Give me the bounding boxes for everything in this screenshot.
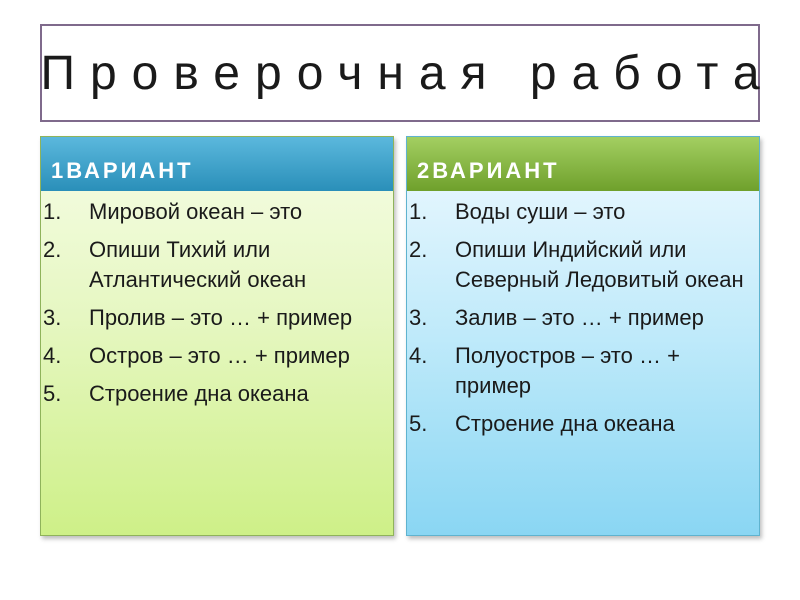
item-text: Строение дна океана [455,411,675,436]
item-number: 1. [43,199,62,224]
item-text: Пролив – это … + пример [89,305,353,330]
variant-1-header: 1ВАРИАНТ [41,137,393,191]
item-text: Залив – это … + пример [455,305,704,330]
variant-2-header: 2ВАРИАНТ [407,137,759,191]
item-text: Опиши Индийский или Северный Ледовитый океан [455,237,744,292]
item-number: 4. [409,343,428,368]
list-item [407,341,753,401]
list-item [407,197,753,227]
list-item [41,303,387,333]
list-item [41,379,387,409]
item-text: Мировой океан – это [89,199,303,224]
variant-2-panel [406,136,760,536]
list-item [407,235,753,295]
item-number: 5. [409,411,428,436]
page-title: Проверочная работа [40,46,775,100]
variant-1-list [41,191,393,409]
list-item [41,341,387,371]
item-number: 1. [409,199,428,224]
variant-2-list [407,191,759,439]
variant-1-panel [40,136,394,536]
item-text: Полуостров – это … + пример [455,343,680,398]
item-number: 3. [43,305,62,330]
list-item [41,235,387,295]
item-text: Остров – это … + пример [89,343,350,368]
item-number: 2. [43,237,62,262]
item-number: 2. [409,237,428,262]
item-number: 5. [43,381,62,406]
item-text: Воды суши – это [455,199,626,224]
item-text: Строение дна океана [89,381,309,406]
item-number: 3. [409,305,428,330]
item-number: 4. [43,343,62,368]
list-item [407,303,753,333]
list-item [407,409,753,439]
item-text: Опиши Тихий или Атлантический океан [89,237,307,292]
title-box [40,24,775,122]
list-item [41,197,387,227]
